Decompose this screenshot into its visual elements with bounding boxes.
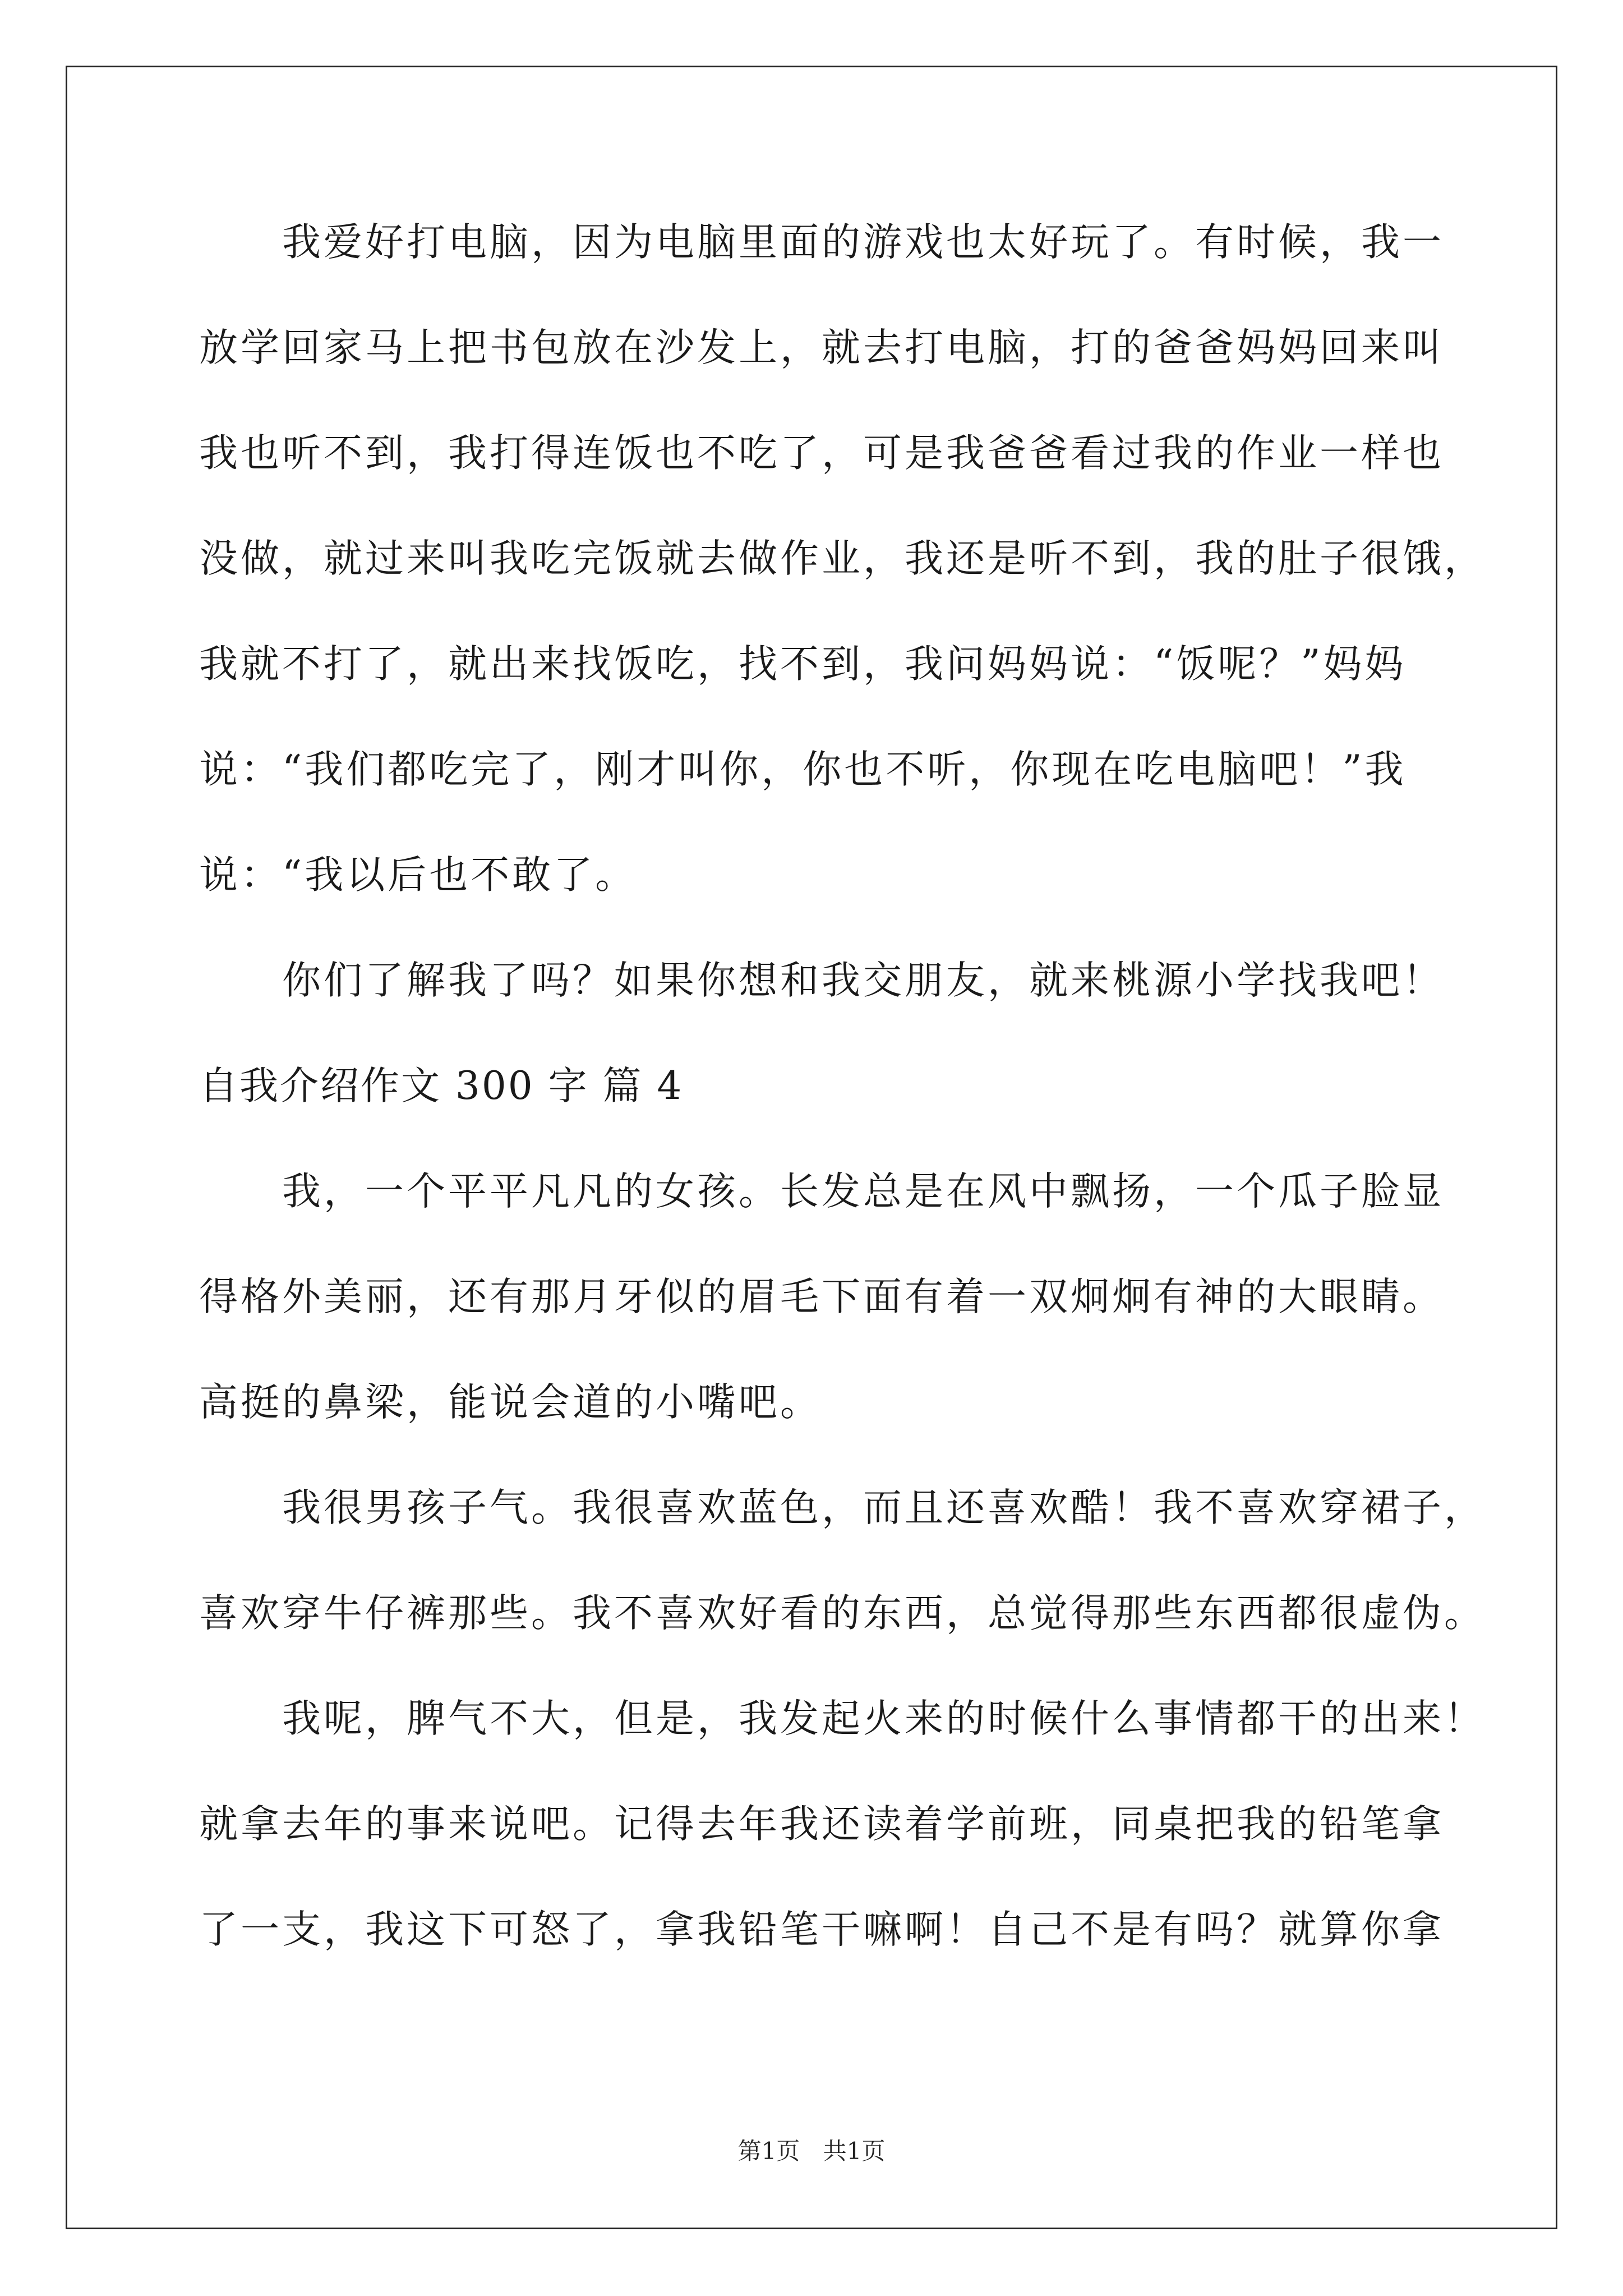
page-total: 共1页 (823, 2137, 886, 2165)
section-heading: 自我介绍作文 300 字 篇 4 (199, 1064, 684, 1108)
paragraph-line: 得格外美丽，还有那月牙似的眉毛下面有着一双炯炯有神的大眼睛。 (199, 1274, 1444, 1319)
paragraph-line: 高挺的鼻梁，能说会道的小嘴吧。 (199, 1380, 822, 1425)
page-number: 第1页 (737, 2137, 800, 2165)
paragraph-line: 我，一个平平凡凡的女孩。长发总是在风中飘扬，一个瓜子脸显 (282, 1169, 1444, 1214)
paragraph-line: 说：“我以后也不敢了。 (199, 853, 637, 898)
paragraph-line: 我很男孩子气。我很喜欢蓝色，而且还喜欢酷！我不喜欢穿裙子， (282, 1485, 1486, 1530)
paragraph-line: 说：“我们都吃完了，刚才叫你，你也不听，你现在吃电脑吧！”我 (199, 747, 1407, 792)
paragraph-line: 我呢，脾气不大，但是，我发起火来的时候什么事情都干的出来！ (282, 1696, 1486, 1741)
paragraph-line: 没做，就过来叫我吃完饭就去做作业，我还是听不到，我的肚子很饿， (199, 536, 1486, 581)
paragraph-line: 我也听不到，我打得连饭也不吃了，可是我爸爸看过我的作业一样也 (199, 431, 1444, 476)
paragraph-line: 我就不打了，就出来找饭吃，找不到，我问妈妈说：“饭呢？”妈妈 (199, 642, 1407, 687)
page-footer (0, 2134, 1623, 2168)
paragraph-line: 你们了解我了吗？如果你想和我交朋友，就来桃源小学找我吧！ (282, 958, 1444, 1003)
paragraph-line: 我爱好打电脑，因为电脑里面的游戏也太好玩了。有时候，我一 (282, 220, 1444, 265)
paragraph-line: 喜欢穿牛仔裤那些。我不喜欢好看的东西，总觉得那些东西都很虚伪。 (199, 1591, 1486, 1636)
paragraph-line: 了一支，我这下可怒了，拿我铅笔干嘛啊！自己不是有吗？就算你拿 (199, 1907, 1444, 1952)
paragraph-line: 就拿去年的事来说吧。记得去年我还读着学前班，同桌把我的铅笔拿 (199, 1802, 1444, 1847)
paragraph-line: 放学回家马上把书包放在沙发上，就去打电脑，打的爸爸妈妈回来叫 (199, 325, 1444, 370)
document-body (199, 209, 1486, 2001)
